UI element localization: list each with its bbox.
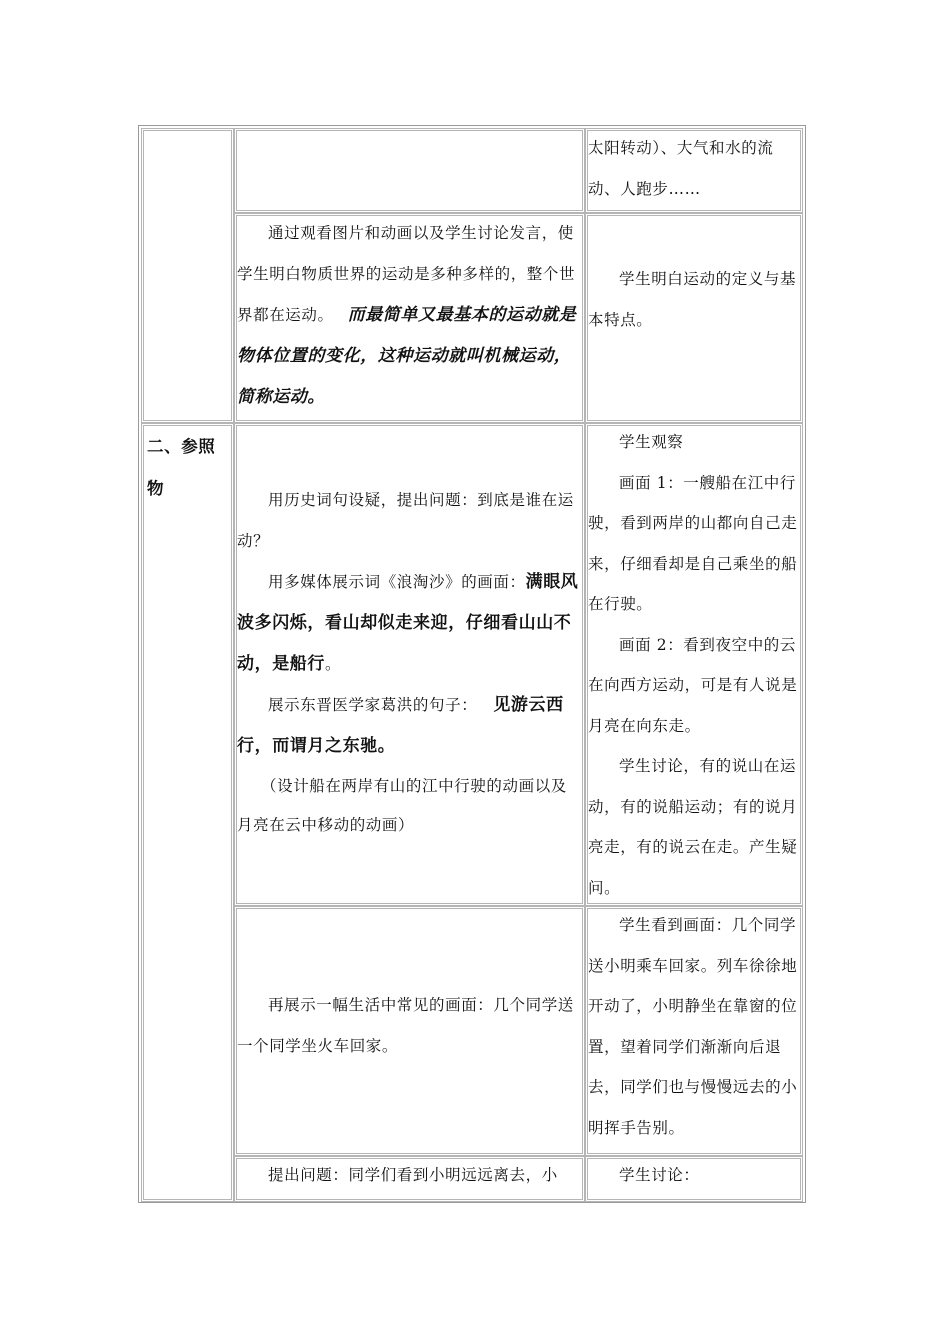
teacher-poem-paragraph [237, 562, 582, 685]
student-cell-ref-b [585, 906, 803, 1156]
teacher-cell-ref-a [234, 423, 585, 906]
student-text-ref-b [588, 905, 800, 1148]
teacher-question-2: 提出问题：同学们看到小明远远离去，小 [268, 1166, 558, 1184]
student-cell-row2 [585, 213, 803, 423]
teacher-animation-note: （设计船在两岸有山的江中行驶的动画以及月亮在云中移动的动画） [237, 777, 567, 834]
teacher-train-scene: 再展示一幅生活中常见的画面：几个同学送一个同学坐火车回家。 [237, 996, 574, 1055]
student-line-2: 动、人跑步…… [588, 180, 701, 198]
student-observe: 学生观察 [619, 433, 684, 451]
poem-text: 满眼风波多闪烁，看山却似走来迎，仔细看山山不动，是船行 [237, 572, 579, 674]
student-text-ref-a [588, 422, 800, 908]
poem-intro: 用多媒体展示词《浪淘沙》的画面： [268, 573, 526, 591]
lesson-table [138, 125, 806, 1203]
teacher-cell-row2 [234, 213, 585, 423]
section-label-cell-1 [141, 128, 234, 423]
student-cell-ref-a [585, 423, 803, 906]
teacher-text-ref-b [237, 985, 582, 1067]
student-discussion: 学生讨论，有的说山在运动，有的说船运动；有的说月亮走，有的说云在走。产生疑问。 [588, 757, 798, 897]
quote-text: 见游云西行，而谓月之东驰。 [237, 695, 564, 756]
student-text-ref-c [588, 1155, 800, 1196]
teacher-question: 用历史词句设疑，提出问题：到底是谁在运动？ [237, 491, 574, 550]
teacher-text-row2 [237, 213, 582, 418]
student-text-row2 [588, 259, 800, 341]
teacher-text-ref-a [237, 480, 582, 845]
student-text-row1 [588, 128, 800, 210]
student-discussion-2: 学生讨论： [619, 1166, 700, 1184]
teacher-paragraph [237, 213, 582, 418]
section-title: 二、参照物 [147, 437, 216, 498]
section-label-cell-2 [141, 423, 234, 1202]
student-paragraph: 学生明白运动的定义与基本特点。 [588, 270, 797, 329]
student-cell-row1 [585, 128, 803, 213]
student-scene-2: 画面 2：看到夜空中的云在向西方运动，可是有人说是月亮在向东走。 [588, 635, 798, 735]
quote-intro: 展示东晋医学家葛洪的句子： [268, 696, 478, 714]
student-train-scene: 学生看到画面：几个同学送小明乘车回家。列车徐徐地开动了，小明静坐在靠窗的位置，望着同学们渐渐向后退去，同学们也与慢慢远去的小明挥手告别。 [588, 916, 798, 1137]
teacher-cell-ref-b [234, 906, 585, 1156]
teacher-cell-row1 [234, 128, 585, 213]
teacher-normal-text: 通过观看图片和动画以及学生讨论发言，使学生明白物质世界的运动是多种多样的，整个世界都在运动。 [237, 224, 576, 324]
teacher-text-ref-c [237, 1155, 582, 1196]
student-scene-1: 画面 1：一艘船在江中行驶，看到两岸的山都向自己走来，仔细看却是自己乘坐的船在行驶。 [588, 473, 798, 613]
teacher-cell-ref-c [234, 1156, 585, 1202]
definition-emphasis: 而最简单又最基本的运动就是物体位置的变化，这种运动就叫机械运动，简称运动。 [237, 305, 577, 407]
student-cell-ref-c [585, 1156, 803, 1202]
teacher-quote-paragraph [237, 685, 582, 767]
student-line-1: 太阳转动）、大气和水的流 [588, 139, 774, 157]
poem-end: 。 [325, 655, 342, 673]
